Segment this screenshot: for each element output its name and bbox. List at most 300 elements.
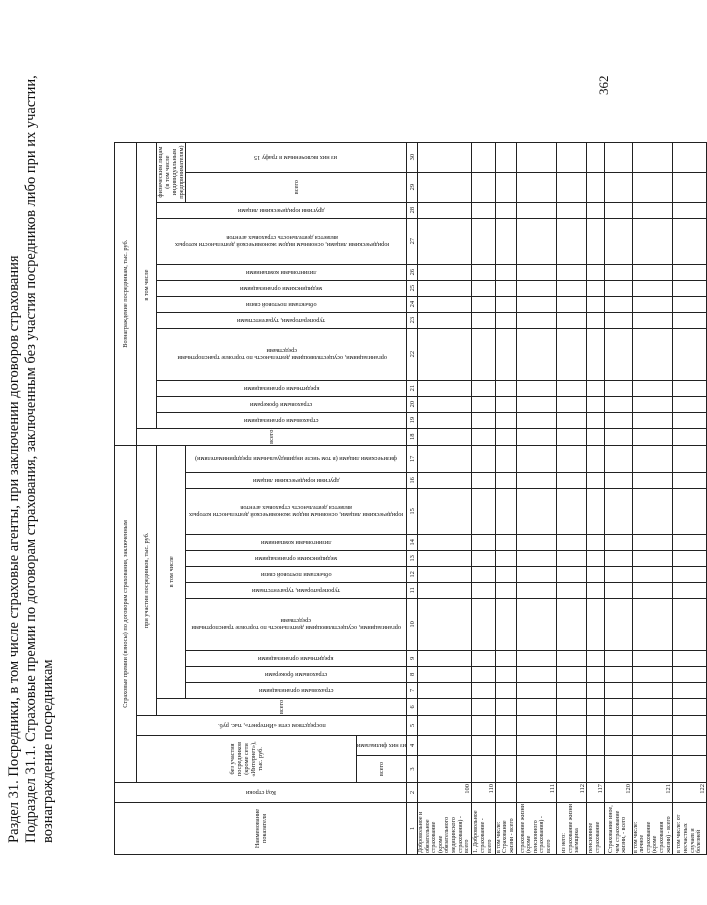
data-cell[interactable] xyxy=(471,312,495,328)
data-cell[interactable] xyxy=(556,312,586,328)
data-cell[interactable] xyxy=(632,264,673,280)
data-cell[interactable] xyxy=(418,698,472,715)
data-cell[interactable] xyxy=(673,550,707,566)
data-cell[interactable] xyxy=(673,445,707,472)
data-cell[interactable] xyxy=(673,488,707,534)
commission-medical-header: медицинскими организациями xyxy=(157,280,407,296)
data-cell[interactable] xyxy=(556,202,586,218)
data-cell[interactable] xyxy=(673,218,707,264)
table-row xyxy=(673,142,707,854)
data-cell[interactable] xyxy=(556,716,586,736)
data-cell[interactable] xyxy=(556,736,586,756)
data-cell[interactable] xyxy=(673,264,707,280)
column-number: 9 xyxy=(407,650,418,666)
data-cell[interactable] xyxy=(516,598,556,650)
data-cell[interactable] xyxy=(604,472,632,488)
data-cell[interactable] xyxy=(673,666,707,682)
data-cell[interactable] xyxy=(495,328,516,380)
data-cell[interactable] xyxy=(471,428,495,445)
data-cell[interactable] xyxy=(632,698,673,715)
data-cell[interactable] xyxy=(418,488,472,534)
data-cell[interactable] xyxy=(586,396,604,412)
data-cell[interactable] xyxy=(586,380,604,396)
data-cell[interactable] xyxy=(418,296,472,312)
data-cell[interactable] xyxy=(673,582,707,598)
data-cell[interactable] xyxy=(673,698,707,715)
data-cell[interactable] xyxy=(495,264,516,280)
data-cell[interactable] xyxy=(673,412,707,428)
commission-individuals-col15-header: из них включенным в графу 15 xyxy=(186,142,407,172)
data-cell[interactable] xyxy=(604,598,632,650)
data-cell[interactable] xyxy=(418,582,472,598)
data-cell[interactable] xyxy=(495,218,516,264)
data-cell[interactable] xyxy=(604,682,632,698)
data-cell[interactable] xyxy=(673,172,707,202)
data-cell[interactable] xyxy=(604,736,632,756)
row-code: 122 xyxy=(673,783,707,803)
data-cell[interactable] xyxy=(516,172,556,202)
data-cell[interactable] xyxy=(516,550,556,566)
data-cell[interactable] xyxy=(471,445,495,472)
data-cell[interactable] xyxy=(673,534,707,550)
data-cell[interactable] xyxy=(516,582,556,598)
data-cell[interactable] xyxy=(516,280,556,296)
data-cell[interactable] xyxy=(495,412,516,428)
data-cell[interactable] xyxy=(495,598,516,650)
data-cell[interactable] xyxy=(586,472,604,488)
data-cell[interactable] xyxy=(604,534,632,550)
data-cell[interactable] xyxy=(632,312,673,328)
column-number: 26 xyxy=(407,264,418,280)
data-cell[interactable] xyxy=(471,566,495,582)
data-cell[interactable] xyxy=(556,264,586,280)
data-cell[interactable] xyxy=(495,472,516,488)
via-internet-header: посредством сети «Интернет», тыс. руб. xyxy=(137,716,407,736)
data-cell[interactable] xyxy=(471,534,495,550)
data-cell[interactable] xyxy=(586,488,604,534)
data-cell[interactable] xyxy=(604,328,632,380)
data-cell[interactable] xyxy=(495,280,516,296)
data-cell[interactable] xyxy=(673,396,707,412)
data-cell[interactable] xyxy=(556,380,586,396)
data-cell[interactable] xyxy=(556,172,586,202)
data-cell[interactable] xyxy=(495,566,516,582)
data-cell[interactable] xyxy=(632,582,673,598)
data-cell[interactable] xyxy=(556,296,586,312)
data-cell[interactable] xyxy=(418,142,472,172)
data-cell[interactable] xyxy=(586,412,604,428)
data-cell[interactable] xyxy=(495,172,516,202)
data-cell[interactable] xyxy=(471,202,495,218)
data-cell[interactable] xyxy=(632,396,673,412)
data-cell[interactable] xyxy=(471,264,495,280)
data-cell[interactable] xyxy=(418,380,472,396)
data-cell[interactable] xyxy=(604,218,632,264)
commission-credit-orgs-header: кредитными организациями xyxy=(157,380,407,396)
data-cell[interactable] xyxy=(418,264,472,280)
data-cell[interactable] xyxy=(632,412,673,428)
with-intermediaries-header: при участии посредников, тыс. руб. xyxy=(137,445,157,715)
page-number: 362 xyxy=(596,75,611,95)
data-cell[interactable] xyxy=(471,218,495,264)
premium-transport-orgs-header: организациями, осуществляющими деятельность по торговле транспортными средствами xyxy=(186,598,407,650)
data-cell[interactable] xyxy=(604,396,632,412)
data-cell[interactable] xyxy=(604,566,632,582)
commission-legal-agents-header: юридическими лицами, основным видом экономической деятельности которых является деятельность страховых агентов xyxy=(157,218,407,264)
data-cell[interactable] xyxy=(516,534,556,550)
data-cell[interactable] xyxy=(516,716,556,736)
data-cell[interactable] xyxy=(604,172,632,202)
data-cell[interactable] xyxy=(604,280,632,296)
data-cell[interactable] xyxy=(471,142,495,172)
data-cell[interactable] xyxy=(673,472,707,488)
data-cell[interactable] xyxy=(418,566,472,582)
data-cell[interactable] xyxy=(495,445,516,472)
data-cell[interactable] xyxy=(516,264,556,280)
data-cell[interactable] xyxy=(556,566,586,582)
data-cell[interactable] xyxy=(556,218,586,264)
header-row-2 xyxy=(137,142,157,854)
data-cell[interactable] xyxy=(516,682,556,698)
data-cell[interactable] xyxy=(471,328,495,380)
data-cell[interactable] xyxy=(471,650,495,666)
row-name: страхование жизни (кроме пенсионного страхования) - всего xyxy=(516,803,556,855)
row-code: 111 xyxy=(516,783,556,803)
data-cell[interactable] xyxy=(604,142,632,172)
premiums-group-header: Страховые премии (взносы) по договорам страхования, заключенным xyxy=(115,445,137,782)
data-cell[interactable] xyxy=(604,756,632,783)
data-cell[interactable] xyxy=(632,736,673,756)
data-cell[interactable] xyxy=(418,666,472,682)
data-cell[interactable] xyxy=(418,650,472,666)
data-cell[interactable] xyxy=(556,550,586,566)
data-cell[interactable] xyxy=(586,756,604,783)
commission-tour-operators-header: туроператорами, турагентствами xyxy=(157,312,407,328)
table-row xyxy=(556,142,586,854)
data-cell[interactable] xyxy=(556,666,586,682)
data-cell[interactable] xyxy=(495,488,516,534)
data-cell[interactable] xyxy=(418,428,472,445)
data-cell[interactable] xyxy=(586,280,604,296)
data-cell[interactable] xyxy=(673,736,707,756)
data-cell[interactable] xyxy=(556,142,586,172)
data-cell[interactable] xyxy=(586,172,604,202)
data-cell[interactable] xyxy=(556,472,586,488)
data-cell[interactable] xyxy=(471,488,495,534)
data-cell[interactable] xyxy=(495,534,516,550)
data-cell[interactable] xyxy=(418,445,472,472)
column-number: 19 xyxy=(407,412,418,428)
data-cell[interactable] xyxy=(495,396,516,412)
data-cell[interactable] xyxy=(604,582,632,598)
header-row-1 xyxy=(115,142,137,854)
row-code: 110 xyxy=(471,783,495,803)
data-cell[interactable] xyxy=(673,312,707,328)
data-cell[interactable] xyxy=(604,716,632,736)
data-cell[interactable] xyxy=(586,716,604,736)
data-cell[interactable] xyxy=(556,280,586,296)
data-cell[interactable] xyxy=(586,736,604,756)
data-cell[interactable] xyxy=(418,218,472,264)
data-cell[interactable] xyxy=(516,328,556,380)
column-number: 30 xyxy=(407,142,418,172)
data-cell[interactable] xyxy=(516,428,556,445)
data-cell[interactable] xyxy=(632,550,673,566)
data-cell[interactable] xyxy=(495,716,516,736)
data-cell[interactable] xyxy=(586,550,604,566)
data-cell[interactable] xyxy=(632,756,673,783)
data-cell[interactable] xyxy=(604,312,632,328)
data-cell[interactable] xyxy=(495,736,516,756)
data-cell[interactable] xyxy=(632,445,673,472)
data-cell[interactable] xyxy=(418,396,472,412)
data-cell[interactable] xyxy=(586,534,604,550)
data-cell[interactable] xyxy=(586,445,604,472)
premium-insurance-orgs-header: страховыми организациями xyxy=(186,682,407,698)
data-cell[interactable] xyxy=(418,172,472,202)
data-cell[interactable] xyxy=(516,650,556,666)
data-cell[interactable] xyxy=(471,736,495,756)
data-cell[interactable] xyxy=(586,598,604,650)
data-cell[interactable] xyxy=(673,328,707,380)
data-cell[interactable] xyxy=(604,550,632,566)
data-cell[interactable] xyxy=(495,582,516,598)
data-cell[interactable] xyxy=(556,412,586,428)
data-cell[interactable] xyxy=(495,380,516,396)
data-cell[interactable] xyxy=(632,172,673,202)
commission-group-header: Вознаграждение посредникам, тыс. руб. xyxy=(115,142,137,445)
data-cell[interactable] xyxy=(516,296,556,312)
data-cell[interactable] xyxy=(471,396,495,412)
data-cell[interactable] xyxy=(632,202,673,218)
data-cell[interactable] xyxy=(632,380,673,396)
data-cell[interactable] xyxy=(673,566,707,582)
data-cell[interactable] xyxy=(471,550,495,566)
premium-credit-orgs-header: кредитными организациями xyxy=(186,650,407,666)
data-cell[interactable] xyxy=(516,412,556,428)
data-cell[interactable] xyxy=(586,428,604,445)
data-cell[interactable] xyxy=(673,716,707,736)
data-cell[interactable] xyxy=(495,756,516,783)
data-cell[interactable] xyxy=(673,682,707,698)
column-number: 14 xyxy=(407,534,418,550)
column-number: 15 xyxy=(407,488,418,534)
data-cell[interactable] xyxy=(673,142,707,172)
column-number: 7 xyxy=(407,682,418,698)
data-cell[interactable] xyxy=(673,428,707,445)
data-cell[interactable] xyxy=(632,716,673,736)
data-cell[interactable] xyxy=(604,380,632,396)
data-cell[interactable] xyxy=(556,428,586,445)
data-cell[interactable] xyxy=(556,396,586,412)
data-cell[interactable] xyxy=(471,412,495,428)
data-cell[interactable] xyxy=(495,428,516,445)
data-cell[interactable] xyxy=(418,598,472,650)
data-cell[interactable] xyxy=(471,666,495,682)
data-cell[interactable] xyxy=(673,296,707,312)
data-cell[interactable] xyxy=(604,650,632,666)
data-cell[interactable] xyxy=(418,716,472,736)
data-cell[interactable] xyxy=(495,698,516,715)
data-cell[interactable] xyxy=(673,650,707,666)
data-cell[interactable] xyxy=(632,280,673,296)
data-cell[interactable] xyxy=(471,756,495,783)
data-cell[interactable] xyxy=(418,550,472,566)
data-cell[interactable] xyxy=(516,312,556,328)
data-cell[interactable] xyxy=(586,142,604,172)
data-cell[interactable] xyxy=(471,716,495,736)
table-row xyxy=(632,142,673,854)
data-cell[interactable] xyxy=(418,312,472,328)
data-cell[interactable] xyxy=(632,296,673,312)
data-cell[interactable] xyxy=(604,698,632,715)
row-name: Страхование иное, чем страхование жизни, - всего xyxy=(604,803,632,855)
data-cell[interactable] xyxy=(673,598,707,650)
data-cell[interactable] xyxy=(418,328,472,380)
data-cell[interactable] xyxy=(604,428,632,445)
subsection-title: Подраздел 31.1. Страховые премии по договорам страхования, заключенным без участия посредников либо при их участии, вознаграждение посредникам xyxy=(23,75,56,843)
data-cell[interactable] xyxy=(632,428,673,445)
column-number: 6 xyxy=(407,698,418,715)
table-row xyxy=(604,142,632,854)
data-cell[interactable] xyxy=(632,328,673,380)
data-cell[interactable] xyxy=(586,264,604,280)
data-cell[interactable] xyxy=(516,488,556,534)
data-cell[interactable] xyxy=(586,666,604,682)
data-cell[interactable] xyxy=(418,202,472,218)
data-cell[interactable] xyxy=(586,566,604,582)
data-cell[interactable] xyxy=(516,445,556,472)
data-cell[interactable] xyxy=(632,650,673,666)
data-cell[interactable] xyxy=(495,312,516,328)
data-cell[interactable] xyxy=(471,582,495,598)
data-cell[interactable] xyxy=(471,698,495,715)
premium-postal-header: объектами почтовой связи xyxy=(186,566,407,582)
data-cell[interactable] xyxy=(604,412,632,428)
page-title xyxy=(6,63,57,843)
data-cell[interactable] xyxy=(556,445,586,472)
data-cell[interactable] xyxy=(632,534,673,550)
data-cell[interactable] xyxy=(556,650,586,666)
row-name: в том числе: Страхование жизни - всего xyxy=(495,803,516,855)
data-cell[interactable] xyxy=(586,202,604,218)
data-cell[interactable] xyxy=(556,698,586,715)
data-cell[interactable] xyxy=(556,488,586,534)
data-cell[interactable] xyxy=(418,682,472,698)
row-code: 121 xyxy=(632,783,673,803)
data-cell[interactable] xyxy=(516,756,556,783)
data-cell[interactable] xyxy=(516,218,556,264)
table-row xyxy=(495,142,516,854)
data-cell[interactable] xyxy=(632,682,673,698)
data-cell[interactable] xyxy=(516,736,556,756)
data-cell[interactable] xyxy=(471,172,495,202)
data-cell[interactable] xyxy=(495,202,516,218)
data-cell[interactable] xyxy=(516,666,556,682)
data-cell[interactable] xyxy=(418,756,472,783)
data-cell[interactable] xyxy=(586,328,604,380)
data-cell[interactable] xyxy=(495,142,516,172)
data-cell[interactable] xyxy=(632,488,673,534)
data-cell[interactable] xyxy=(418,534,472,550)
data-cell[interactable] xyxy=(556,598,586,650)
commission-individuals-total-header: всего xyxy=(186,172,407,202)
code-column-header: Код строки xyxy=(115,783,407,803)
data-cell[interactable] xyxy=(586,698,604,715)
column-number: 27 xyxy=(407,218,418,264)
data-cell[interactable] xyxy=(516,142,556,172)
data-cell[interactable] xyxy=(673,756,707,783)
section-title: Раздел 31. Посредники, в том числе страховые агенты, при заключении договоров страхования xyxy=(6,255,22,843)
data-cell[interactable] xyxy=(604,264,632,280)
row-name: в том числе: от несчастных случаев и болезней xyxy=(673,803,707,855)
data-cell[interactable] xyxy=(556,582,586,598)
data-cell[interactable] xyxy=(586,312,604,328)
data-cell[interactable] xyxy=(586,650,604,666)
data-cell[interactable] xyxy=(495,296,516,312)
data-cell[interactable] xyxy=(556,682,586,698)
data-cell[interactable] xyxy=(632,142,673,172)
data-cell[interactable] xyxy=(632,598,673,650)
without-intermediaries-total-header: всего xyxy=(356,756,406,783)
data-cell[interactable] xyxy=(632,218,673,264)
data-cell[interactable] xyxy=(604,296,632,312)
data-cell[interactable] xyxy=(586,682,604,698)
column-number: 16 xyxy=(407,472,418,488)
data-cell[interactable] xyxy=(556,328,586,380)
data-cell[interactable] xyxy=(556,534,586,550)
data-cell[interactable] xyxy=(495,666,516,682)
data-cell[interactable] xyxy=(586,582,604,598)
data-cell[interactable] xyxy=(418,472,472,488)
data-cell[interactable] xyxy=(516,380,556,396)
data-cell[interactable] xyxy=(516,566,556,582)
data-cell[interactable] xyxy=(673,202,707,218)
data-cell[interactable] xyxy=(495,650,516,666)
data-cell[interactable] xyxy=(516,472,556,488)
data-cell[interactable] xyxy=(516,202,556,218)
data-cell[interactable] xyxy=(586,218,604,264)
row-code: 112 xyxy=(556,783,586,803)
data-cell[interactable] xyxy=(586,296,604,312)
data-cell[interactable] xyxy=(604,202,632,218)
row-name: пенсионное страхование xyxy=(586,803,604,855)
column-number: 20 xyxy=(407,396,418,412)
data-cell[interactable] xyxy=(604,488,632,534)
data-cell[interactable] xyxy=(418,736,472,756)
data-cell[interactable] xyxy=(471,280,495,296)
data-cell[interactable] xyxy=(471,682,495,698)
data-cell[interactable] xyxy=(673,280,707,296)
data-cell[interactable] xyxy=(471,296,495,312)
data-cell[interactable] xyxy=(632,472,673,488)
data-cell[interactable] xyxy=(632,566,673,582)
data-cell[interactable] xyxy=(471,472,495,488)
data-cell[interactable] xyxy=(604,445,632,472)
data-cell[interactable] xyxy=(418,412,472,428)
data-cell[interactable] xyxy=(418,280,472,296)
data-cell[interactable] xyxy=(495,550,516,566)
data-cell[interactable] xyxy=(516,698,556,715)
data-cell[interactable] xyxy=(632,666,673,682)
data-cell[interactable] xyxy=(471,598,495,650)
data-cell[interactable] xyxy=(673,380,707,396)
data-cell[interactable] xyxy=(495,682,516,698)
data-cell[interactable] xyxy=(516,396,556,412)
data-cell[interactable] xyxy=(471,380,495,396)
data-cell[interactable] xyxy=(604,666,632,682)
data-cell[interactable] xyxy=(556,756,586,783)
